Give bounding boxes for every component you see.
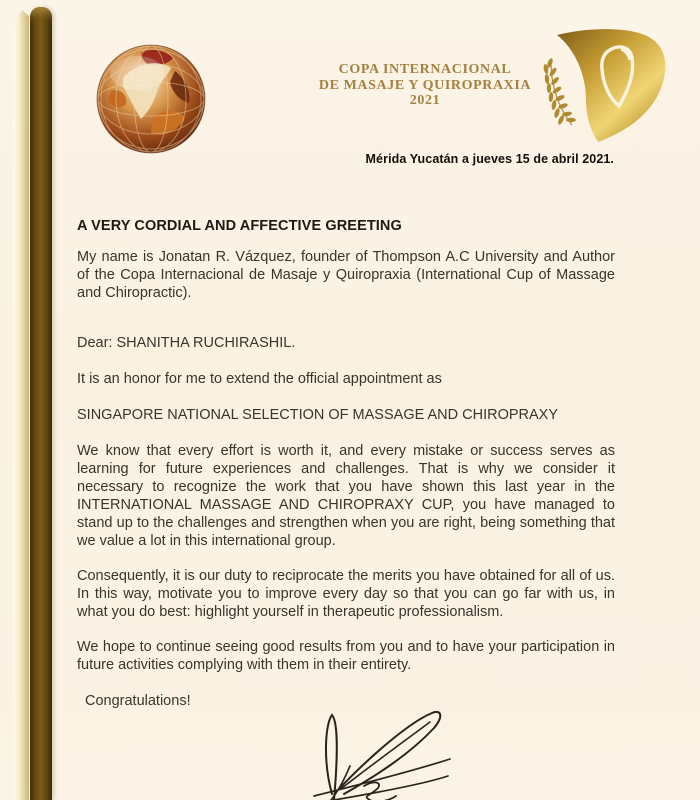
border-ribbon-dark <box>30 7 52 800</box>
globe-logo-icon <box>95 43 207 155</box>
paragraph-hope: We hope to continue seeing good results from you and to have your participation in future activities complying with them in their entirety. <box>77 639 615 673</box>
paragraph-dear: Dear: SHANITHA RUCHIRASHIL. <box>77 335 296 351</box>
paragraph-honor: It is an honor for me to extend the official appointment as <box>77 371 442 387</box>
date-line: Mérida Yucatán a jueves 15 de abril 2021. <box>365 152 614 166</box>
greeting-heading: A VERY CORDIAL AND AFFECTIVE GREETING <box>77 218 402 234</box>
letter-body <box>77 217 615 710</box>
shield-laurel-emblem-icon <box>543 25 671 147</box>
org-title-line2: DE MASAJE Y QUIROPRAXIA <box>318 77 532 93</box>
paragraph-appointment: SINGAPORE NATIONAL SELECTION OF MASSAGE AND CHIROPRAXY <box>77 407 559 423</box>
border-ribbon-light <box>13 10 29 800</box>
congratulations-text: Congratulations! <box>85 693 191 709</box>
paragraph-recognition: We know that every effort is worth it, and every mistake or success serves as learning for future experiences and challenges. That is why we consider it necessary to recognize the work that you have shown this last year in the INTERNATIONAL MASSAGE AND CHIROPRAXY CUP, you have managed to stand up to the challenges and strengthen when you are right, being something that we value a lot in this international group. <box>77 443 615 549</box>
organization-title <box>308 62 542 109</box>
handwritten-signature <box>298 706 463 800</box>
paragraph-intro: My name is Jonatan R. Vázquez, founder of Thompson A.C University and Author of the Copa Internacional de Masaje y Quiropraxia (International Cup of Massage and Chiropractic). <box>77 249 615 301</box>
paragraph-consequently: Consequently, it is our duty to reciprocate the merits you have obtained for all of us. In this way, motivate you to improve every day so that you can go far with us, in what you do best: highlight yourself in therapeutic professionalism. <box>77 568 615 620</box>
org-title-line1: COPA INTERNACIONAL <box>338 62 512 77</box>
laurel-branch <box>543 58 576 126</box>
org-title-year: 2021 <box>409 93 441 108</box>
